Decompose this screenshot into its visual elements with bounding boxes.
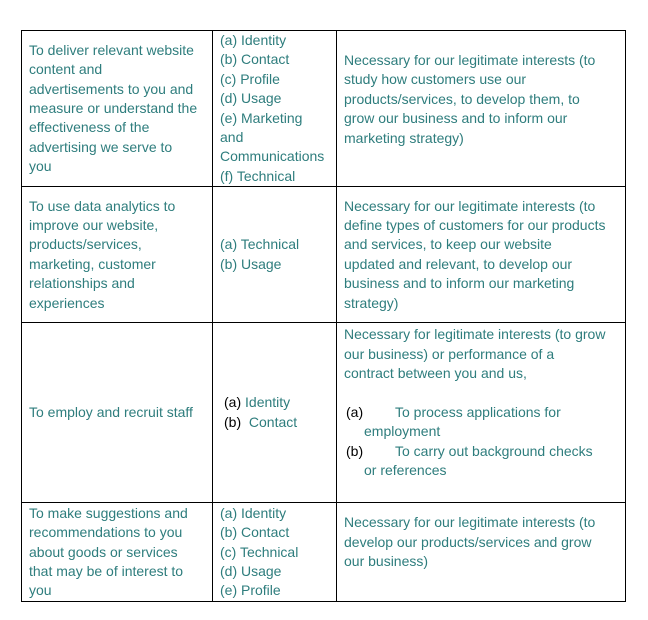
list-marker: (a) [346,403,364,420]
basis-line: grow our business and to inform our [344,110,568,127]
data-type-cell [213,31,337,187]
activity-line: relationships and [29,275,135,292]
data-type-item: (d) Usage [220,562,282,579]
list-item [344,442,621,481]
list-marker: (b) [346,442,364,459]
activity-line: To use data analytics to [29,197,176,214]
activity-cell [22,187,213,323]
basis-line: and services, to keep our website [344,236,552,253]
table-row [22,31,626,187]
data-type-cell [213,323,337,503]
activity-line: effectiveness of the [29,119,150,136]
data-type-item: (d) Usage [220,90,282,107]
basis-line: Necessary for our legitimate interests (to [344,514,596,531]
data-type-item: Communications [220,148,325,165]
data-type-cell [213,187,337,323]
lawful-basis-cell [337,31,626,187]
basis-line: marketing strategy) [344,129,464,146]
data-type-item [224,413,332,432]
activity-line: improve our website, [29,216,159,233]
activity-line: products/services, [29,236,142,253]
activity-line: about goods or services [29,543,178,560]
list-item-text: employment [364,423,441,440]
data-type-item: (e) Marketing [220,109,303,126]
list-item-text: To process applications for [395,403,561,420]
activity-line: measure or understand the [29,99,198,116]
activity-line: advertisements to you and [29,80,194,97]
basis-line: business and to inform our marketing [344,275,575,292]
data-processing-table [21,30,626,602]
data-type-item: (a) Technical [220,236,300,253]
basis-line: products/services, to develop them, to [344,90,580,107]
table-row [22,323,626,503]
data-type-item: (c) Technical [220,543,299,560]
data-type-item: (b) Usage [220,255,282,272]
basis-line: our business) or performance of a [344,345,555,362]
data-type-item: (b) Contact [220,51,290,68]
basis-line: updated and relevant, to develop our [344,255,573,272]
data-type-item: (b) Contact [220,524,290,541]
data-type-item: (c) Profile [220,70,280,87]
lawful-basis-cell [337,187,626,323]
basis-line: develop our products/services and grow [344,533,592,550]
activity-line: marketing, customer [29,255,156,272]
activity-line: experiences [29,294,105,311]
activity-line: To employ and recruit staff [29,404,193,421]
activity-cell [22,323,213,503]
data-type-item: and [220,129,244,146]
activity-line: advertising we serve to [29,138,173,155]
list-marker: (b) [224,413,242,430]
basis-line: contract between you and us, [344,365,527,382]
list-marker: (a) [224,394,242,411]
data-type-item [224,393,332,412]
activity-line: you [29,158,52,175]
basis-line: Necessary for our legitimate interests (to [344,197,596,214]
data-type-item: (f) Technical [220,167,296,184]
activity-line: you [29,582,52,599]
data-type-label: Contact [248,413,298,430]
activity-line: To make suggestions and [29,504,188,521]
basis-line: study how customers use our [344,71,527,88]
data-type-item: (a) Identity [220,504,287,521]
basis-line: strategy) [344,294,399,311]
list-item-text: or references [364,462,447,479]
data-type-item: (e) Profile [220,582,281,599]
basis-line: Necessary for legitimate interests (to grow [344,326,606,343]
data-type-label: Identity [245,394,291,411]
list-item-text: To carry out background checks [395,442,593,459]
activity-cell [22,503,213,602]
activity-line: content and [29,61,103,78]
spacer [344,383,621,402]
activity-cell [22,31,213,187]
basis-line: our business) [344,553,429,570]
lawful-basis-cell [337,503,626,602]
table-row [22,503,626,602]
basis-line: Necessary for our legitimate interests (to [344,52,596,68]
activity-line: that may be of interest to [29,562,184,579]
activity-line: recommendations to you [29,524,183,541]
list-item [344,403,621,442]
table-row [22,187,626,323]
data-type-item: (a) Identity [220,32,287,48]
basis-line: define types of customers for our products [344,216,606,233]
data-type-cell [213,503,337,602]
lawful-basis-cell [337,323,626,503]
activity-line: To deliver relevant website [29,41,194,58]
